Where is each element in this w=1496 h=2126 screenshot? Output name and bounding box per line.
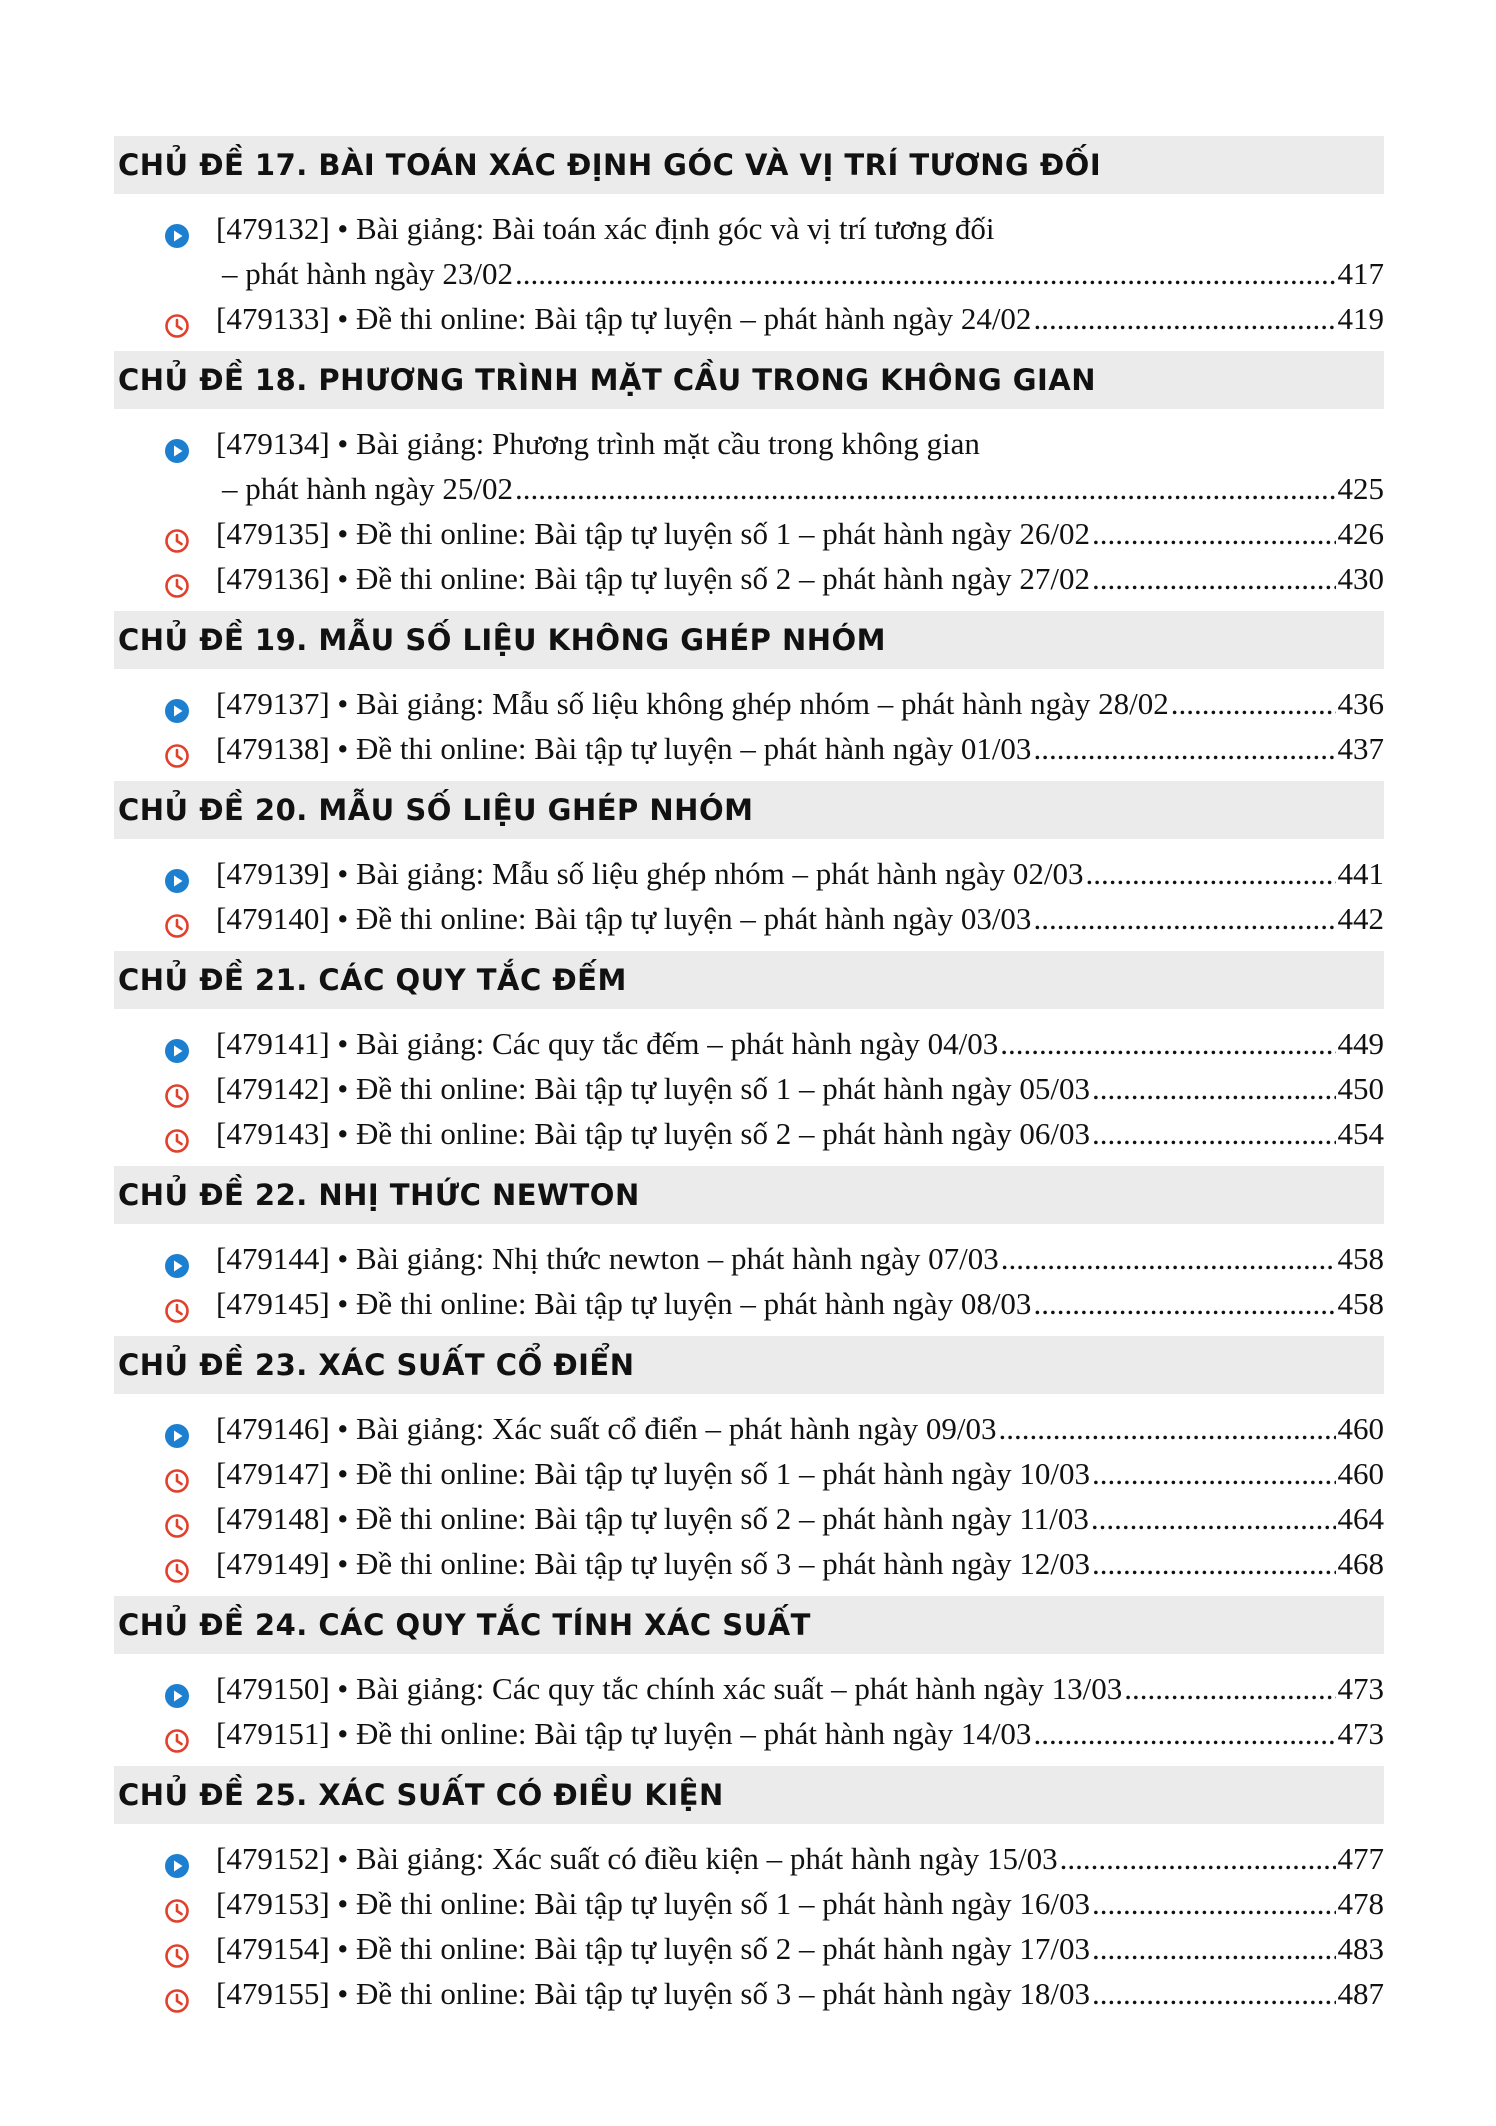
play-circle-icon (164, 861, 190, 887)
entry-text: [479154] • Đề thi online: Bài tập tự luyện số 2 – phát hành ngày 17/03 (216, 1931, 1090, 1966)
dot-leader (1124, 1666, 1335, 1711)
section-title: CHỦ ĐỀ 20. MẪU SỐ LIỆU GHÉP NHÓM (114, 781, 1384, 839)
entry-line (216, 1926, 1384, 1971)
dot-leader (1033, 296, 1335, 341)
clock-icon (164, 1461, 190, 1487)
dot-leader (1092, 1066, 1336, 1111)
entry-text: [479139] • Bài giảng: Mẫu số liệu ghép nhóm – phát hành ngày 02/03 (216, 856, 1084, 891)
section-items (114, 409, 1384, 611)
entry-text: [479153] • Đề thi online: Bài tập tự luyện số 1 – phát hành ngày 16/03 (216, 1886, 1090, 1921)
toc-entry[interactable] (114, 511, 1384, 556)
entry-line (216, 511, 1384, 556)
entry-line (216, 296, 1384, 341)
toc-section (114, 1166, 1384, 1336)
page-number: 477 (1337, 1841, 1384, 1876)
page-number: 436 (1337, 686, 1384, 721)
page-number: 464 (1337, 1501, 1384, 1536)
entry-line (216, 681, 1384, 726)
toc-entry[interactable] (114, 1971, 1384, 2016)
clock-icon (164, 566, 190, 592)
entry-text: [479135] • Đề thi online: Bài tập tự luyện số 1 – phát hành ngày 26/02 (216, 516, 1090, 551)
play-circle-icon (164, 691, 190, 717)
dot-leader (1092, 556, 1336, 601)
section-items (114, 1824, 1384, 2026)
clock-icon (164, 1076, 190, 1102)
entry-text: [479134] • Bài giảng: Phương trình mặt cầu trong không gian (216, 426, 980, 461)
entry-continuation (216, 466, 1384, 511)
play-circle-icon (164, 1031, 190, 1057)
dot-leader (1092, 1881, 1336, 1926)
table-of-contents (114, 136, 1384, 2026)
play-circle-icon (164, 1846, 190, 1872)
play-circle-icon (164, 1416, 190, 1442)
dot-leader (999, 1406, 1336, 1451)
page-number: 460 (1337, 1411, 1384, 1446)
page-number: 437 (1337, 731, 1384, 766)
toc-entry[interactable] (114, 206, 1384, 296)
page-number: 454 (1337, 1116, 1384, 1151)
entry-text: [479151] • Đề thi online: Bài tập tự luyện – phát hành ngày 14/03 (216, 1716, 1032, 1751)
entry-line (216, 851, 1384, 896)
toc-entry[interactable] (114, 1111, 1384, 1156)
dot-leader (1092, 1111, 1336, 1156)
clock-icon (164, 1551, 190, 1577)
entry-line (216, 1236, 1384, 1281)
toc-section (114, 1766, 1384, 2026)
clock-icon (164, 521, 190, 547)
entry-text: [479149] • Đề thi online: Bài tập tự luyện số 3 – phát hành ngày 12/03 (216, 1546, 1090, 1581)
entry-line (216, 421, 1384, 466)
page-number: 442 (1337, 901, 1384, 936)
entry-text: [479145] • Đề thi online: Bài tập tự luyện – phát hành ngày 08/03 (216, 1286, 1032, 1321)
section-title: CHỦ ĐỀ 23. XÁC SUẤT CỔ ĐIỂN (114, 1336, 1384, 1394)
toc-section (114, 611, 1384, 781)
toc-entry[interactable] (114, 1926, 1384, 1971)
clock-icon (164, 306, 190, 332)
dot-leader (1086, 851, 1336, 896)
page-number: 487 (1337, 1976, 1384, 2011)
toc-entry[interactable] (114, 1836, 1384, 1881)
section-items (114, 839, 1384, 951)
entry-text-cont: – phát hành ngày 25/02 (222, 471, 514, 506)
page-number: 473 (1337, 1671, 1384, 1706)
entry-text: [479147] • Đề thi online: Bài tập tự luyện số 1 – phát hành ngày 10/03 (216, 1456, 1090, 1491)
toc-entry[interactable] (114, 1236, 1384, 1281)
section-title: CHỦ ĐỀ 18. PHƯƠNG TRÌNH MẶT CẦU TRONG KHÔNG GIAN (114, 351, 1384, 409)
toc-entry[interactable] (114, 726, 1384, 771)
dot-leader (1033, 1281, 1335, 1326)
entry-text: [479140] • Đề thi online: Bài tập tự luyện – phát hành ngày 03/03 (216, 901, 1032, 936)
toc-entry[interactable] (114, 421, 1384, 511)
entry-text: [479146] • Bài giảng: Xác suất cổ điển – phát hành ngày 09/03 (216, 1411, 997, 1446)
dot-leader (515, 466, 1335, 511)
dot-leader (1092, 1971, 1336, 2016)
page-number: 460 (1337, 1456, 1384, 1491)
clock-icon (164, 736, 190, 762)
toc-section (114, 136, 1384, 351)
toc-section (114, 781, 1384, 951)
toc-entry[interactable] (114, 296, 1384, 341)
entry-line (216, 1496, 1384, 1541)
toc-entry[interactable] (114, 1406, 1384, 1451)
section-items (114, 1394, 1384, 1596)
play-circle-icon (164, 431, 190, 457)
dot-leader (1091, 1496, 1336, 1541)
page-number: 458 (1337, 1286, 1384, 1321)
entry-text: [479132] • Bài giảng: Bài toán xác định góc và vị trí tương đối (216, 211, 995, 246)
section-title: CHỦ ĐỀ 22. NHỊ THỨC NEWTON (114, 1166, 1384, 1224)
dot-leader (1092, 511, 1336, 556)
entry-text: [479148] • Đề thi online: Bài tập tự luyện số 2 – phát hành ngày 11/03 (216, 1501, 1089, 1536)
entry-line (216, 1281, 1384, 1326)
entry-text: [479138] • Đề thi online: Bài tập tự luyện – phát hành ngày 01/03 (216, 731, 1032, 766)
toc-entry[interactable] (114, 1711, 1384, 1756)
page-number: 425 (1337, 471, 1384, 506)
clock-icon (164, 1291, 190, 1317)
toc-entry[interactable] (114, 1496, 1384, 1541)
clock-icon (164, 1121, 190, 1147)
entry-line (216, 1406, 1384, 1451)
entry-line (216, 1541, 1384, 1586)
dot-leader (1033, 896, 1335, 941)
entry-text: [479142] • Đề thi online: Bài tập tự luyện số 1 – phát hành ngày 05/03 (216, 1071, 1090, 1106)
page-number: 483 (1337, 1931, 1384, 1966)
toc-section (114, 951, 1384, 1166)
section-items (114, 1009, 1384, 1166)
toc-entry[interactable] (114, 896, 1384, 941)
dot-leader (1033, 1711, 1335, 1756)
toc-entry[interactable] (114, 851, 1384, 896)
entry-text: [479152] • Bài giảng: Xác suất có điều kiện – phát hành ngày 15/03 (216, 1841, 1058, 1876)
entry-line (216, 1111, 1384, 1156)
section-items (114, 1224, 1384, 1336)
toc-entry[interactable] (114, 1451, 1384, 1496)
dot-leader (1060, 1836, 1336, 1881)
clock-icon (164, 1506, 190, 1532)
dot-leader (1092, 1926, 1336, 1971)
play-circle-icon (164, 1246, 190, 1272)
toc-section (114, 351, 1384, 611)
page-number: 473 (1337, 1716, 1384, 1751)
section-items (114, 669, 1384, 781)
page-number: 441 (1337, 856, 1384, 891)
entry-line (216, 1066, 1384, 1111)
toc-section (114, 1596, 1384, 1766)
section-title: CHỦ ĐỀ 17. BÀI TOÁN XÁC ĐỊNH GÓC VÀ VỊ TRÍ TƯƠNG ĐỐI (114, 136, 1384, 194)
page-number: 430 (1337, 561, 1384, 596)
section-title: CHỦ ĐỀ 25. XÁC SUẤT CÓ ĐIỀU KIỆN (114, 1766, 1384, 1824)
dot-leader (1092, 1451, 1336, 1496)
toc-entry[interactable] (114, 1541, 1384, 1586)
toc-entry[interactable] (114, 1021, 1384, 1066)
entry-text-cont: – phát hành ngày 23/02 (222, 256, 514, 291)
clock-icon (164, 906, 190, 932)
page-number: 426 (1337, 516, 1384, 551)
entry-line (216, 1666, 1384, 1711)
toc-entry[interactable] (114, 556, 1384, 601)
section-items (114, 1654, 1384, 1766)
section-items (114, 194, 1384, 351)
entry-line (216, 206, 1384, 251)
entry-line (216, 1451, 1384, 1496)
dot-leader (1000, 1021, 1335, 1066)
entry-text: [479137] • Bài giảng: Mẫu số liệu không ghép nhóm – phát hành ngày 28/02 (216, 686, 1169, 721)
toc-entry[interactable] (114, 1666, 1384, 1711)
page-number: 417 (1337, 256, 1384, 291)
entry-text: [479150] • Bài giảng: Các quy tắc chính xác suất – phát hành ngày 13/03 (216, 1671, 1123, 1706)
clock-icon (164, 1936, 190, 1962)
entry-line (216, 896, 1384, 941)
entry-line (216, 1021, 1384, 1066)
entry-text: [479144] • Bài giảng: Nhị thức newton – phát hành ngày 07/03 (216, 1241, 999, 1276)
toc-entry[interactable] (114, 1281, 1384, 1326)
toc-entry[interactable] (114, 681, 1384, 726)
entry-line (216, 1711, 1384, 1756)
entry-text: [479155] • Đề thi online: Bài tập tự luyện số 3 – phát hành ngày 18/03 (216, 1976, 1090, 2011)
page-number: 450 (1337, 1071, 1384, 1106)
section-title: CHỦ ĐỀ 21. CÁC QUY TẮC ĐẾM (114, 951, 1384, 1009)
entry-line (216, 1881, 1384, 1926)
section-title: CHỦ ĐỀ 24. CÁC QUY TẮC TÍNH XÁC SUẤT (114, 1596, 1384, 1654)
dot-leader (1092, 1541, 1336, 1586)
play-circle-icon (164, 1676, 190, 1702)
dot-leader (1171, 681, 1336, 726)
toc-entry[interactable] (114, 1881, 1384, 1926)
page-number: 458 (1337, 1241, 1384, 1276)
dot-leader (1033, 726, 1335, 771)
entry-line (216, 1971, 1384, 2016)
entry-line (216, 556, 1384, 601)
entry-text: [479143] • Đề thi online: Bài tập tự luyện số 2 – phát hành ngày 06/03 (216, 1116, 1090, 1151)
play-circle-icon (164, 216, 190, 242)
dot-leader (515, 251, 1335, 296)
entry-text: [479141] • Bài giảng: Các quy tắc đếm – phát hành ngày 04/03 (216, 1026, 999, 1061)
entry-text: [479133] • Đề thi online: Bài tập tự luyện – phát hành ngày 24/02 (216, 301, 1032, 336)
entry-line (216, 726, 1384, 771)
toc-section (114, 1336, 1384, 1596)
entry-line (216, 1836, 1384, 1881)
dot-leader (1001, 1236, 1336, 1281)
section-title: CHỦ ĐỀ 19. MẪU SỐ LIỆU KHÔNG GHÉP NHÓM (114, 611, 1384, 669)
entry-text: [479136] • Đề thi online: Bài tập tự luyện số 2 – phát hành ngày 27/02 (216, 561, 1090, 596)
clock-icon (164, 1891, 190, 1917)
page-number: 468 (1337, 1546, 1384, 1581)
entry-continuation (216, 251, 1384, 296)
page-number: 478 (1337, 1886, 1384, 1921)
page-number: 419 (1337, 301, 1384, 336)
clock-icon (164, 1721, 190, 1747)
toc-entry[interactable] (114, 1066, 1384, 1111)
page-number: 449 (1337, 1026, 1384, 1061)
clock-icon (164, 1981, 190, 2007)
